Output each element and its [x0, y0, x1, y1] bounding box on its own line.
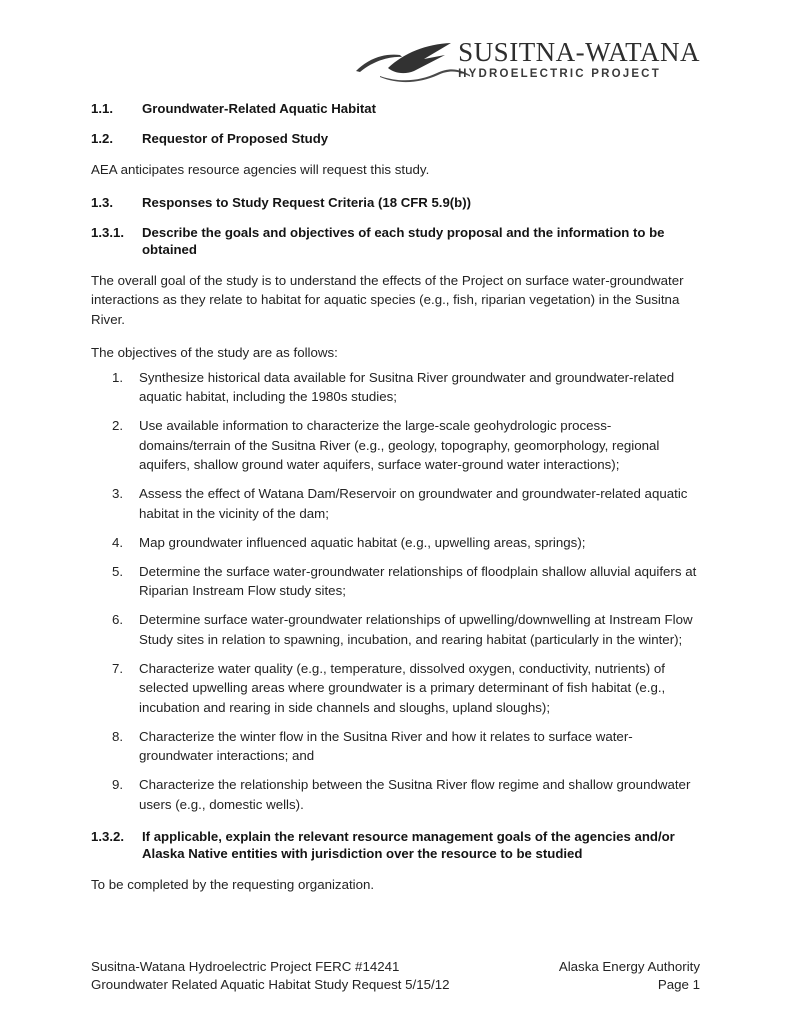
paragraph-goal: The overall goal of the study is to understand the effects of the Project on surface water-groundwater interactions as they relate to habitat for aquatic species (e.g., fish, riparian vegetation) in the Susitna River. [91, 272, 684, 327]
objectives-list [112, 368, 700, 815]
document-content [91, 100, 700, 895]
heading-number: 1.3. [91, 194, 113, 210]
footer-project-line: Susitna-Watana Hydroelectric Project FERC #14241 [91, 959, 400, 974]
footer-page-number: Page 1 [657, 977, 700, 992]
heading-1-3-2 [91, 828, 700, 862]
objective-text: Assess the effect of Watana Dam/Reservoir on groundwater and groundwater-related aquatic habitat in the vicinity of the dam; [139, 486, 688, 521]
objective-number: 7. [112, 660, 124, 676]
objective-text: Determine the surface water-groundwater relationships of floodplain shallow alluvial aquifers at Riparian Instream Flow study sites; [139, 563, 697, 598]
paragraph-requestor: AEA anticipates resource agencies will request this study. [91, 162, 430, 177]
objective-item [112, 533, 700, 553]
heading-1-3 [91, 194, 700, 211]
objective-text: Map groundwater influenced aquatic habitat (e.g., upwelling areas, springs); [139, 534, 586, 550]
heading-1-1 [91, 100, 700, 117]
footer-right [559, 958, 700, 994]
objective-number: 3. [112, 486, 124, 501]
objective-item [112, 562, 700, 601]
objective-number: 4. [112, 534, 124, 550]
logo-text-block [458, 38, 700, 80]
bird-swoosh-icon [354, 40, 472, 86]
objective-number: 1. [112, 369, 124, 385]
objective-text: Synthesize historical data available for Susitna River groundwater and groundwater-related aquatic habitat, including the 1980s studies; [139, 369, 675, 404]
objective-item [112, 727, 700, 766]
objective-item [112, 484, 700, 523]
heading-number: 1.3.2. [91, 829, 124, 844]
heading-text: Requestor of Proposed Study [142, 131, 329, 146]
heading-number: 1.3.1. [91, 224, 124, 240]
objective-number: 9. [112, 777, 124, 792]
objective-text: Use available information to characterize the large-scale geohydrologic process-domains/terrain of the Susitna River (e.g., geology, topography, geomorphology, regional aquifers, shallow ground water aquifers, surface water-ground water interactions); [139, 418, 660, 472]
objective-number: 2. [112, 418, 124, 433]
heading-number: 1.2. [91, 131, 113, 146]
heading-text: Groundwater-Related Aquatic Habitat [142, 101, 376, 116]
heading-1-2 [91, 130, 700, 147]
objective-text: Characterize the winter flow in the Susitna River and how it relates to surface water-groundwater interactions; and [139, 728, 633, 763]
objective-number: 8. [112, 728, 124, 744]
objective-item [112, 610, 700, 649]
page-footer [91, 958, 700, 994]
heading-1-3-1 [91, 224, 700, 258]
logo-brand-name: SUSITNA-WATANA [458, 37, 700, 67]
paragraph-objectives-intro: The objectives of the study are as follows: [91, 345, 338, 360]
footer-left [91, 958, 450, 994]
heading-number: 1.1. [91, 101, 113, 116]
objective-item [112, 416, 700, 475]
objective-text: Characterize the relationship between the Susitna River flow regime and shallow groundwater users (e.g., domestic wells). [139, 777, 691, 812]
footer-document-line: Groundwater Related Aquatic Habitat Study Request 5/15/12 [91, 977, 450, 992]
objective-text: Determine surface water-groundwater relationships of upwelling/downwelling at Instream Flow Study sites in relation to spawning, incubation, and rearing habitat (particularly in the winter); [139, 612, 693, 647]
objective-item [112, 659, 700, 718]
logo-subtitle: HYDROELECTRIC PROJECT [458, 68, 661, 80]
objective-item [112, 368, 700, 407]
objective-number: 5. [112, 563, 124, 579]
objective-text: Characterize water quality (e.g., temperature, dissolved oxygen, conductivity, nutrients) of selected upwelling areas where groundwater is a primary determinant of fish habitat (e.g., incubation and rearing in side channels and sloughs, upland sloughs); [139, 660, 666, 715]
paragraph-to-be-completed: To be completed by the requesting organization. [91, 877, 375, 892]
susitna-watana-logo [354, 38, 700, 86]
objective-number: 6. [112, 612, 124, 627]
heading-text: Responses to Study Request Criteria (18 CFR 5.9(b)) [142, 194, 472, 210]
footer-authority: Alaska Energy Authority [558, 959, 700, 974]
heading-text: If applicable, explain the relevant resource management goals of the agencies and/or Alaska Native entities with jurisdiction over the resource to be studied [142, 829, 675, 861]
objective-item [112, 775, 700, 814]
page-header [91, 0, 700, 90]
heading-text: Describe the goals and objectives of each study proposal and the information to be obtained [142, 224, 665, 257]
